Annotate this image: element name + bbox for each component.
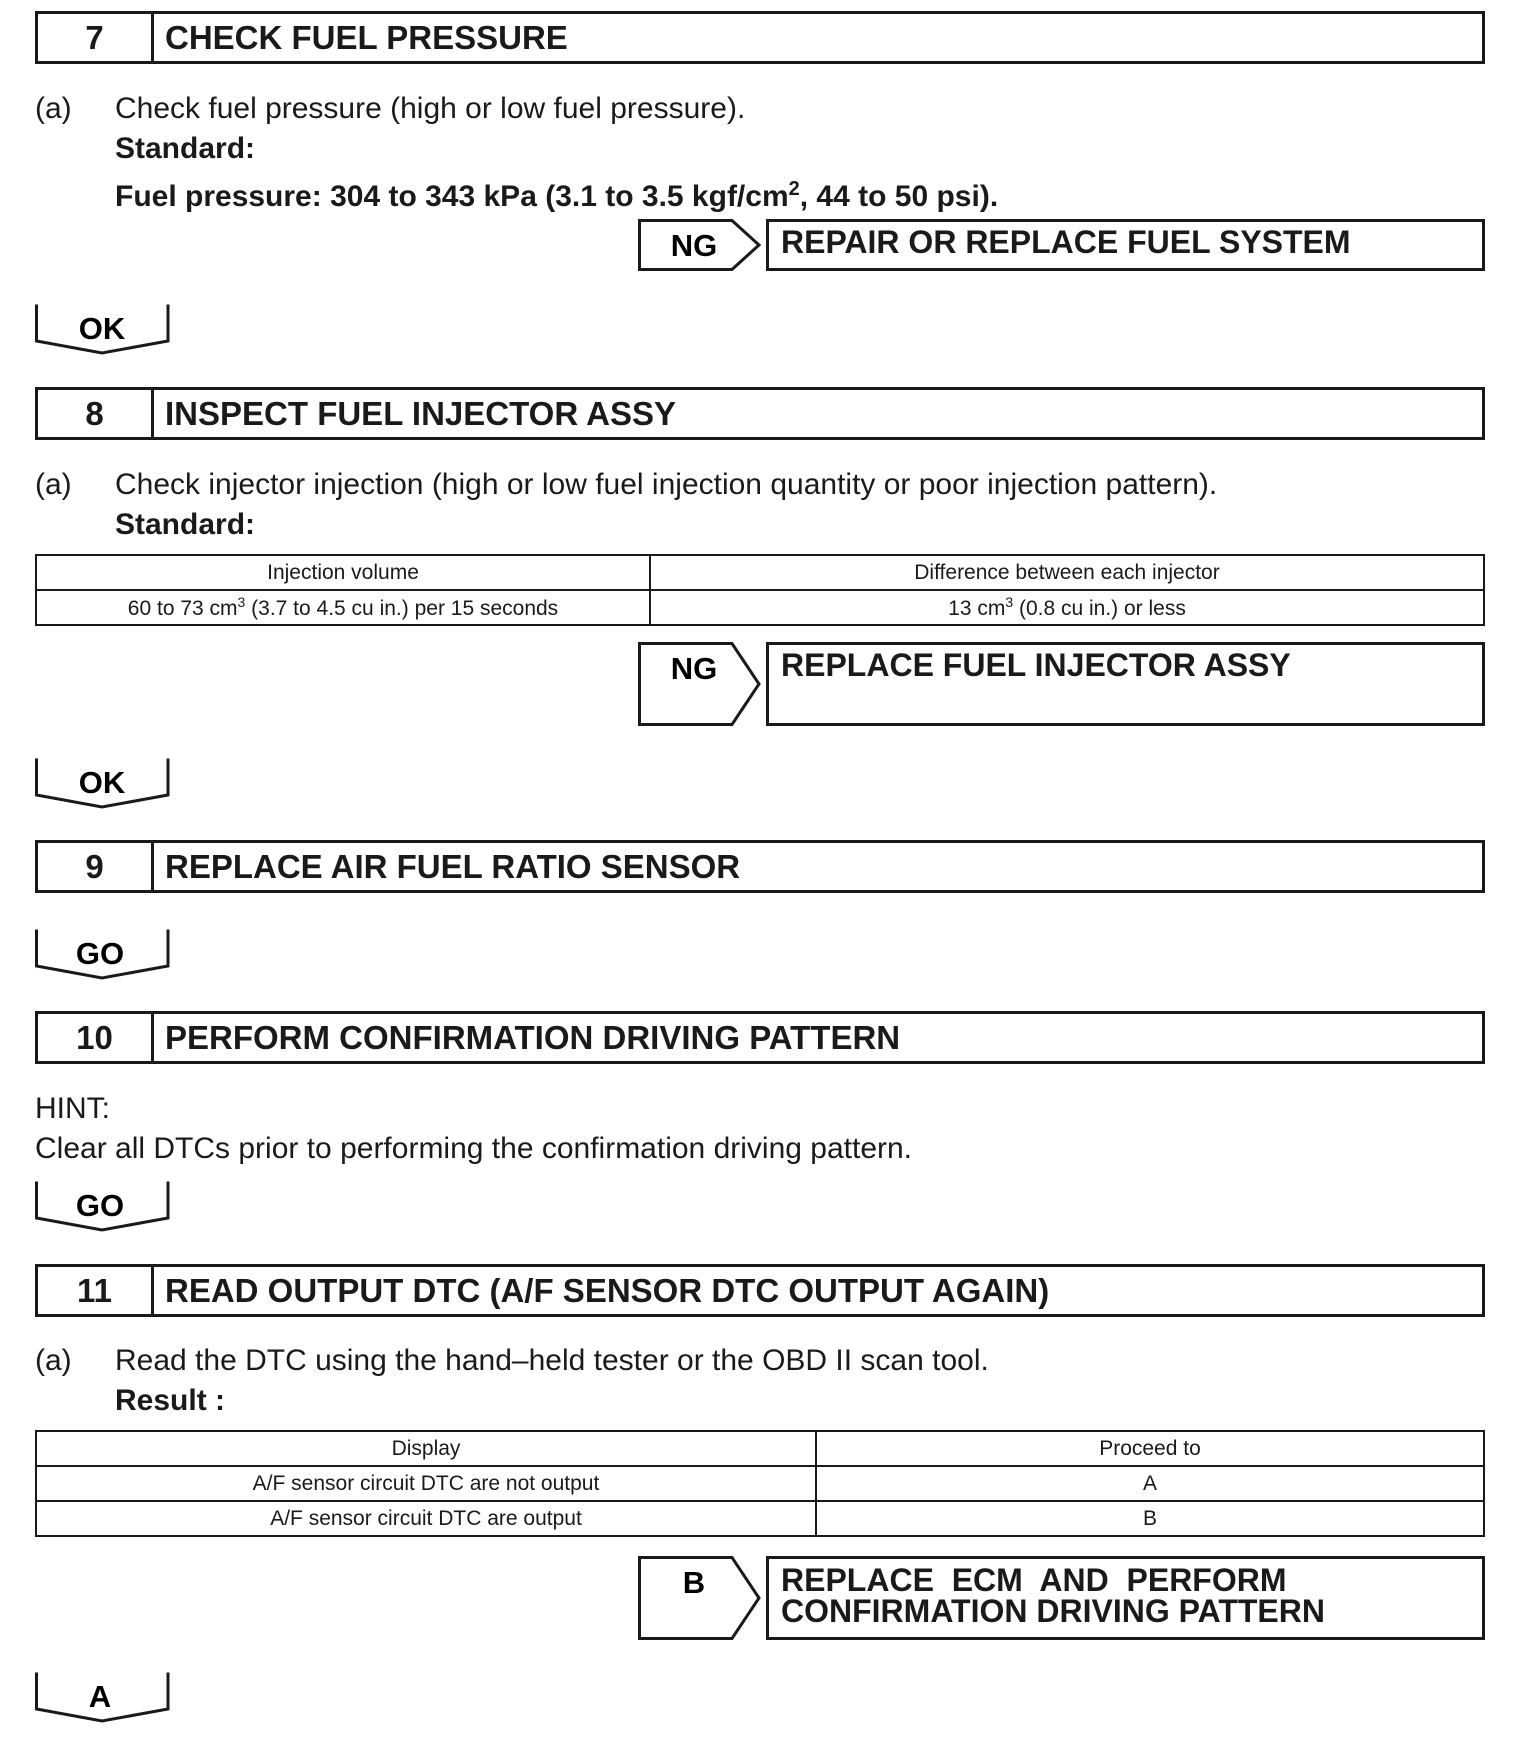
ng-label: NG <box>670 651 718 686</box>
substep-label: (a) <box>35 92 72 125</box>
ng-result-box: REPLACE FUEL INJECTOR ASSY <box>766 642 1485 726</box>
a-label: A <box>88 1679 112 1714</box>
step-number: 8 <box>38 390 154 437</box>
b-result-line: CONFIRMATION DRIVING PATTERN <box>781 1593 1325 1629</box>
standard-label: Standard: <box>115 132 256 165</box>
table-row <box>36 1466 1484 1501</box>
table-row <box>36 1501 1484 1536</box>
instruction-text: Check injector injection (high or low fuel injection quantity or poor injection pattern). <box>115 468 1218 501</box>
table-cell: B <box>816 1501 1484 1536</box>
table-cell: A/F sensor circuit DTC are not output <box>36 1466 816 1501</box>
table-header-cell: Injection volume <box>36 555 650 590</box>
table-row <box>36 590 1484 625</box>
standard-label: Standard: <box>115 508 256 541</box>
b-label: B <box>682 1565 706 1600</box>
step-11-header <box>35 1264 1485 1317</box>
ok-arrow-badge <box>35 757 175 809</box>
hint-label: HINT: <box>35 1092 110 1125</box>
ok-arrow-badge <box>35 303 175 355</box>
hint-text: Clear all DTCs prior to performing the confirmation driving pattern. <box>35 1132 913 1165</box>
instruction-text: Read the DTC using the hand–held tester or the OBD II scan tool. <box>115 1344 989 1377</box>
table-cell: A/F sensor circuit DTC are output <box>36 1501 816 1536</box>
ng-arrow-badge <box>638 642 762 726</box>
table-header-row <box>36 555 1484 590</box>
step-7-header <box>35 11 1485 64</box>
step-9-header <box>35 840 1485 893</box>
table-header-cell: Proceed to <box>816 1431 1484 1466</box>
dtc-result-table <box>35 1430 1485 1537</box>
step-title: READ OUTPUT DTC (A/F SENSOR DTC OUTPUT AGAIN) <box>165 1272 1050 1309</box>
b-arrow-badge <box>638 1556 762 1640</box>
injection-standard-table <box>35 554 1485 626</box>
step-title: REPLACE AIR FUEL RATIO SENSOR <box>165 848 741 885</box>
step-title: INSPECT FUEL INJECTOR ASSY <box>165 395 676 432</box>
table-cell: 60 to 73 $cm^3$ (3.7 to 4.5 cu in.) per 15 seconds <box>36 590 650 625</box>
ok-label: OK <box>78 311 126 346</box>
ng-result-box: REPAIR OR REPLACE FUEL SYSTEM <box>766 219 1485 271</box>
table-header-row <box>36 1431 1484 1466</box>
table-cell: 13 $cm^3$ (0.8 cu in.) or less <box>650 590 1484 625</box>
ng-label: NG <box>670 228 718 263</box>
go-label: GO <box>75 1188 125 1223</box>
go-label: GO <box>75 936 125 971</box>
step-title: PERFORM CONFIRMATION DRIVING PATTERN <box>165 1019 901 1056</box>
ng-arrow-badge <box>638 219 762 271</box>
substep-label: (a) <box>35 1344 72 1377</box>
step-number: 10 <box>38 1014 154 1061</box>
step-10-header <box>35 1011 1485 1064</box>
result-label: Result : <box>115 1384 226 1417</box>
table-header-cell: Difference between each injector <box>650 555 1484 590</box>
table-header-cell: Display <box>36 1431 816 1466</box>
go-arrow-badge <box>35 928 175 980</box>
step-number: 7 <box>38 14 154 61</box>
b-result-box <box>766 1556 1485 1640</box>
step-title: CHECK FUEL PRESSURE <box>165 19 568 56</box>
b-result-line: REPLACE ECM AND PERFORM <box>781 1562 1287 1598</box>
substep-label: (a) <box>35 468 72 501</box>
a-arrow-badge <box>35 1671 175 1723</box>
ok-label: OK <box>78 765 126 800</box>
instruction-text: Check fuel pressure (high or low fuel pressure). <box>115 92 746 125</box>
step-8-header <box>35 387 1485 440</box>
step-number: 9 <box>38 843 154 890</box>
go-arrow-badge <box>35 1180 175 1232</box>
standard-value: Fuel pressure: 304 to 343 kPa (3.1 to 3.5 kgf/$cm^2$, 44 to 50 psi). <box>115 178 999 213</box>
table-cell: A <box>816 1466 1484 1501</box>
step-number: 11 <box>38 1267 154 1314</box>
